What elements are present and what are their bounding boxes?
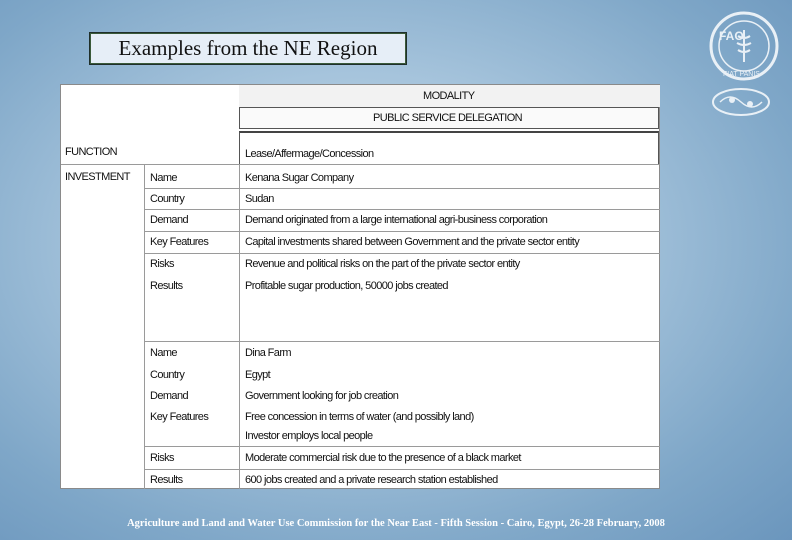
row-label: Key Features [150,236,209,248]
row-divider [61,164,660,165]
row-value: Kenana Sugar Company [245,172,354,184]
row-label: Name [150,172,177,184]
row-divider [144,231,660,232]
secondary-logo-icon [710,86,772,118]
row-value: Demand originated from a large international agri-business corporation [245,214,548,226]
fao-logo-icon [705,10,783,82]
row-label: Demand [150,214,188,226]
modality-table [60,84,660,489]
row-label: Risks [150,452,174,464]
delegation-label: PUBLIC SERVICE DELEGATION [373,112,523,124]
row-value: Profitable sugar production, 50000 jobs created [245,280,448,292]
logo-motto: FIAT PANIS [723,71,760,78]
row-label: Key Features [150,411,209,423]
row-divider [144,469,660,470]
row-label: Results [150,474,183,486]
column-divider [144,165,145,489]
row-value: Capital investments shared between Government and the private sector entity [245,236,580,248]
function-label: FUNCTION [65,146,118,158]
investment-label: INVESTMENT [65,171,130,183]
row-label: Risks [150,258,174,270]
footer-text: Agriculture and Land and Water Use Commission for the Near East - Fifth Session - Cairo, Egypt, 26-28 February, 2008 [127,518,665,529]
row-value: Dina Farm [245,347,291,359]
modality-label: MODALITY [423,90,475,102]
contract-type-label: Lease/Affermage/Concession [245,148,374,160]
row-label: Name [150,347,177,359]
row-label: Results [150,280,183,292]
slide-title: Examples from the NE Region [89,32,407,65]
row-value: Free concession in terms of water (and possibly land) [245,411,474,423]
row-label: Demand [150,390,188,402]
row-divider [144,446,660,447]
row-value: Government looking for job creation [245,390,399,402]
column-divider [239,165,240,489]
row-divider [144,209,660,210]
logo-letters: FAO [719,29,744,43]
row-value: Revenue and political risks on the part of the private sector entity [245,258,520,270]
row-label: Country [150,369,185,381]
row-value: Egypt [245,369,271,381]
row-value: 600 jobs created and a private research station established [245,474,498,486]
row-value: Moderate commercial risk due to the presence of a black market [245,452,521,464]
row-value-second-line: Investor employs local people [245,430,373,442]
row-label: Country [150,193,185,205]
row-divider [144,253,660,254]
section-divider [144,341,660,342]
row-value: Sudan [245,193,274,205]
row-divider [144,188,660,189]
